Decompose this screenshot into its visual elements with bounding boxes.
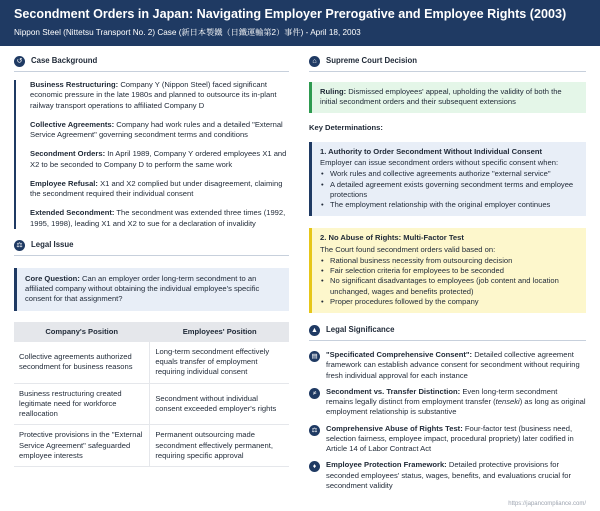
significance-item: ≠ Secondment vs. Transfer Distinction: Even long-term secondment remains legally distinct from employment transfer (tenseki) as long as original employment relationship is substantive: [309, 387, 586, 418]
list-item: • No significant disadvantages to employees (job content and location unchanged, wages and benefits protected): [321, 276, 559, 296]
case-background-list: [14, 80, 289, 229]
supreme-court-header: [309, 56, 586, 72]
gavel-icon: ⚖: [14, 240, 25, 251]
chart-icon: ▲: [309, 325, 320, 336]
legal-significance-title: Legal Significance: [326, 325, 395, 335]
significance-item: ⚖ Comprehensive Abuse of Rights Test: Four-factor test (business need, selection fairness, employee impact, procedural propriety) later codified in Article 14 of Labor Contract Act: [309, 424, 586, 455]
significance-item: ▤ "Specificated Comprehensive Consent": Detailed collective agreement framework can establish advance consent for secondment without requiring fresh individual approval for each instance: [309, 350, 586, 381]
list-item: • Proper procedures followed by the company: [321, 296, 479, 306]
background-item: Employee Refusal: X1 and X2 complied but under disagreement, claiming the secondment required their individual consent: [30, 178, 283, 198]
supreme-court-title: Supreme Court Decision: [326, 56, 417, 66]
case-background-title: Case Background: [31, 56, 98, 66]
footer-url: https://japancompliance.com/: [508, 501, 586, 507]
background-item: Extended Secondment: The secondment was extended three times (1992, 1995, 1998), leading X1 and X2 to sue for a declaration of invalidity: [30, 208, 286, 228]
building-icon: ⌂: [309, 56, 320, 67]
core-question-callout: Core Question: Can an employer order long-term secondment to an affiliated company without obtaining the individual employee's specific consent for that assignment?: [14, 268, 289, 311]
page-subtitle: Nippon Steel (Nittetsu Transport No. 2) Case (新日本製鐵（日鐵運輸第2）事件) - April 18, 2003: [14, 28, 361, 38]
shield-icon: ♦: [309, 461, 320, 472]
case-background-header: [14, 56, 289, 72]
legal-significance-header: [309, 325, 586, 341]
history-icon: ↺: [14, 56, 25, 67]
background-item: Secondment Orders: In April 1989, Company Y ordered employees X1 and X2 to be seconded to Company D to perform the same work: [30, 149, 287, 169]
column-header: Company's Position: [14, 322, 150, 342]
right-column: [309, 46, 586, 497]
list-item: • A detailed agreement exists governing secondment terms and employee protections: [321, 179, 574, 199]
scales-icon: ⚖: [309, 425, 320, 436]
left-column: [14, 46, 289, 497]
table-row: Business restructuring created legitimate need for workforce reallocation Secondment without individual consent exceeded employer's rights: [14, 383, 289, 425]
not-equal-icon: ≠: [309, 388, 320, 399]
legal-issue-header: [14, 240, 289, 256]
list-item: • Work rules and collective agreements authorize "external service": [321, 169, 551, 179]
list-item: • Rational business necessity from outsourcing decision: [321, 255, 513, 265]
key-determinations-title: Key Determinations:: [309, 122, 383, 132]
page-title: Secondment Orders in Japan: Navigating Employer Prerogative and Employee Rights (2003): [14, 7, 567, 21]
ruling-callout: Ruling: Dismissed employees' appeal, upholding the validity of both the initial secondment orders and their subsequent extensions: [309, 82, 586, 113]
table-row: Collective agreements authorized secondment for business reasons Long-term secondment effectively equals transfer of employment requiring individual consent: [14, 342, 289, 383]
page-header: [0, 0, 600, 46]
list-item: • The employment relationship with the original employer continues: [321, 200, 551, 209]
background-item: Business Restructuring: Company Y (Nippon Steel) faced significant economic pressure in the late 1980s and planned to outsource its in-plant railway transport operations to affiliated Company D: [30, 80, 277, 110]
background-item: Collective Agreements: Company had work rules and a detailed "External Service Agreement" governing secondment terms and conditions: [30, 119, 283, 139]
list-item: • Fair selection criteria for employees to be seconded: [321, 266, 504, 275]
legal-issue-title: Legal Issue: [31, 239, 74, 249]
positions-table: [14, 322, 289, 468]
determination-box-abuse: 2. No Abuse of Rights: Multi-Factor Test The Court found secondment orders valid based on: • Rational business necessity from outsourcing decision • Fair selection criteria for employees to be seconded • No significant disadvantages to employees (job content and location unchanged, wages and benefits protected) • Proper procedures followed by the company: [309, 228, 586, 313]
table-row: Protective provisions in the "External Service Agreement" safeguarded employee interests Permanent outsourcing made secondment effectively permanent, requiring specific approval: [14, 425, 289, 467]
document-icon: ▤: [309, 351, 320, 362]
column-header: Employees' Position: [150, 322, 289, 342]
determination-box-authority: 1. Authority to Order Secondment Without Individual Consent Employer can issue secondment orders without specific consent when: • Work rules and collective agreements authorize "external service" • A detailed agreement exists governing secondment terms and employee protections • The employment relationship with the original employer continues: [309, 142, 586, 217]
significance-item: ♦ Employee Protection Framework: Detailed protective provisions for seconded employees' status, wages, benefits, and evaluations crucial for secondment validity: [309, 460, 586, 491]
